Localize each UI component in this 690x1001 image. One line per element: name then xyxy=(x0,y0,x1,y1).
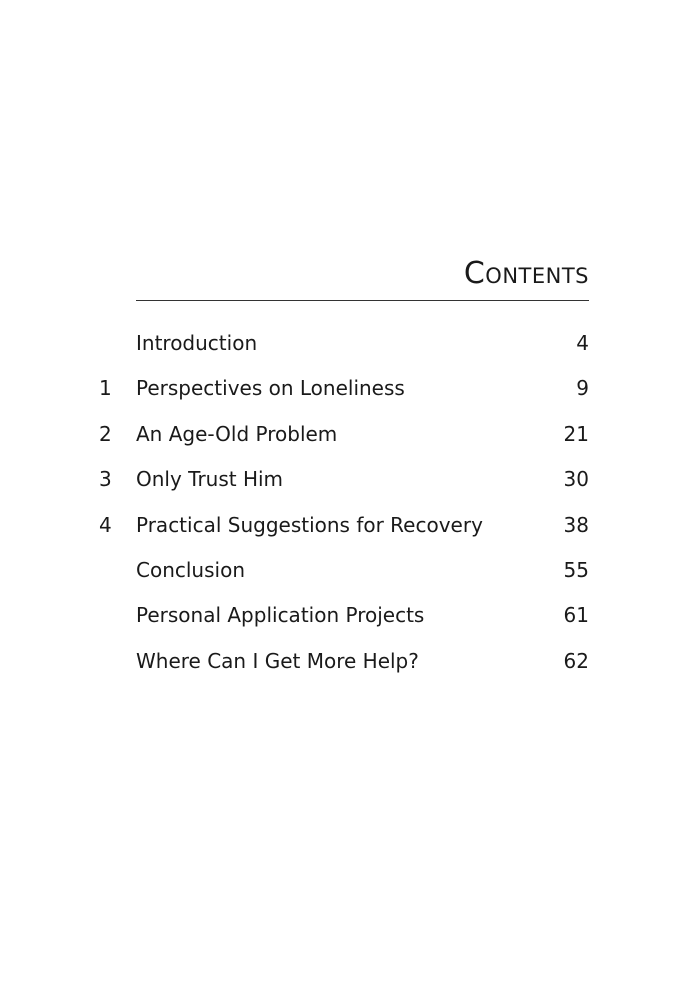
toc-entry xyxy=(0,417,690,462)
toc-entry-page: 38 xyxy=(563,512,589,537)
toc-entry-title: Personal Application Projects xyxy=(136,603,425,628)
toc-entry-page: 4 xyxy=(576,331,589,355)
toc-entry-page: 62 xyxy=(563,648,589,673)
toc-entry-number: 2 xyxy=(99,421,112,446)
toc-entry xyxy=(0,462,690,507)
toc-entry-number: 4 xyxy=(99,512,112,537)
toc-entry-title: Only Trust Him xyxy=(136,467,284,492)
toc-entry-title: Conclusion xyxy=(136,557,245,582)
toc-entry-page: 21 xyxy=(563,421,589,446)
toc-entry-title: Perspectives on Loneliness xyxy=(136,376,405,401)
toc-entry xyxy=(0,326,690,371)
toc-entry xyxy=(0,644,690,689)
contents-heading: Contents xyxy=(463,256,589,291)
toc-entry-number: 3 xyxy=(99,467,112,492)
heading-rule xyxy=(136,300,589,301)
toc-entry xyxy=(0,371,690,416)
toc-entry-title: Where Can I Get More Help? xyxy=(136,648,419,673)
toc-entry-number: 1 xyxy=(99,376,112,401)
toc-entry-page: 55 xyxy=(563,557,589,582)
toc-entry-page: 9 xyxy=(576,376,589,401)
toc-entry-title: Practical Suggestions for Recovery xyxy=(136,512,483,537)
toc-entry-page: 30 xyxy=(563,467,589,492)
toc-entry xyxy=(0,508,690,553)
toc-entry xyxy=(0,598,690,643)
toc-list xyxy=(0,326,690,689)
toc-entry-title: An Age-Old Problem xyxy=(136,421,338,446)
toc-entry-page: 61 xyxy=(563,603,589,628)
toc-entry-title: Introduction xyxy=(136,331,258,355)
toc-entry xyxy=(0,553,690,598)
